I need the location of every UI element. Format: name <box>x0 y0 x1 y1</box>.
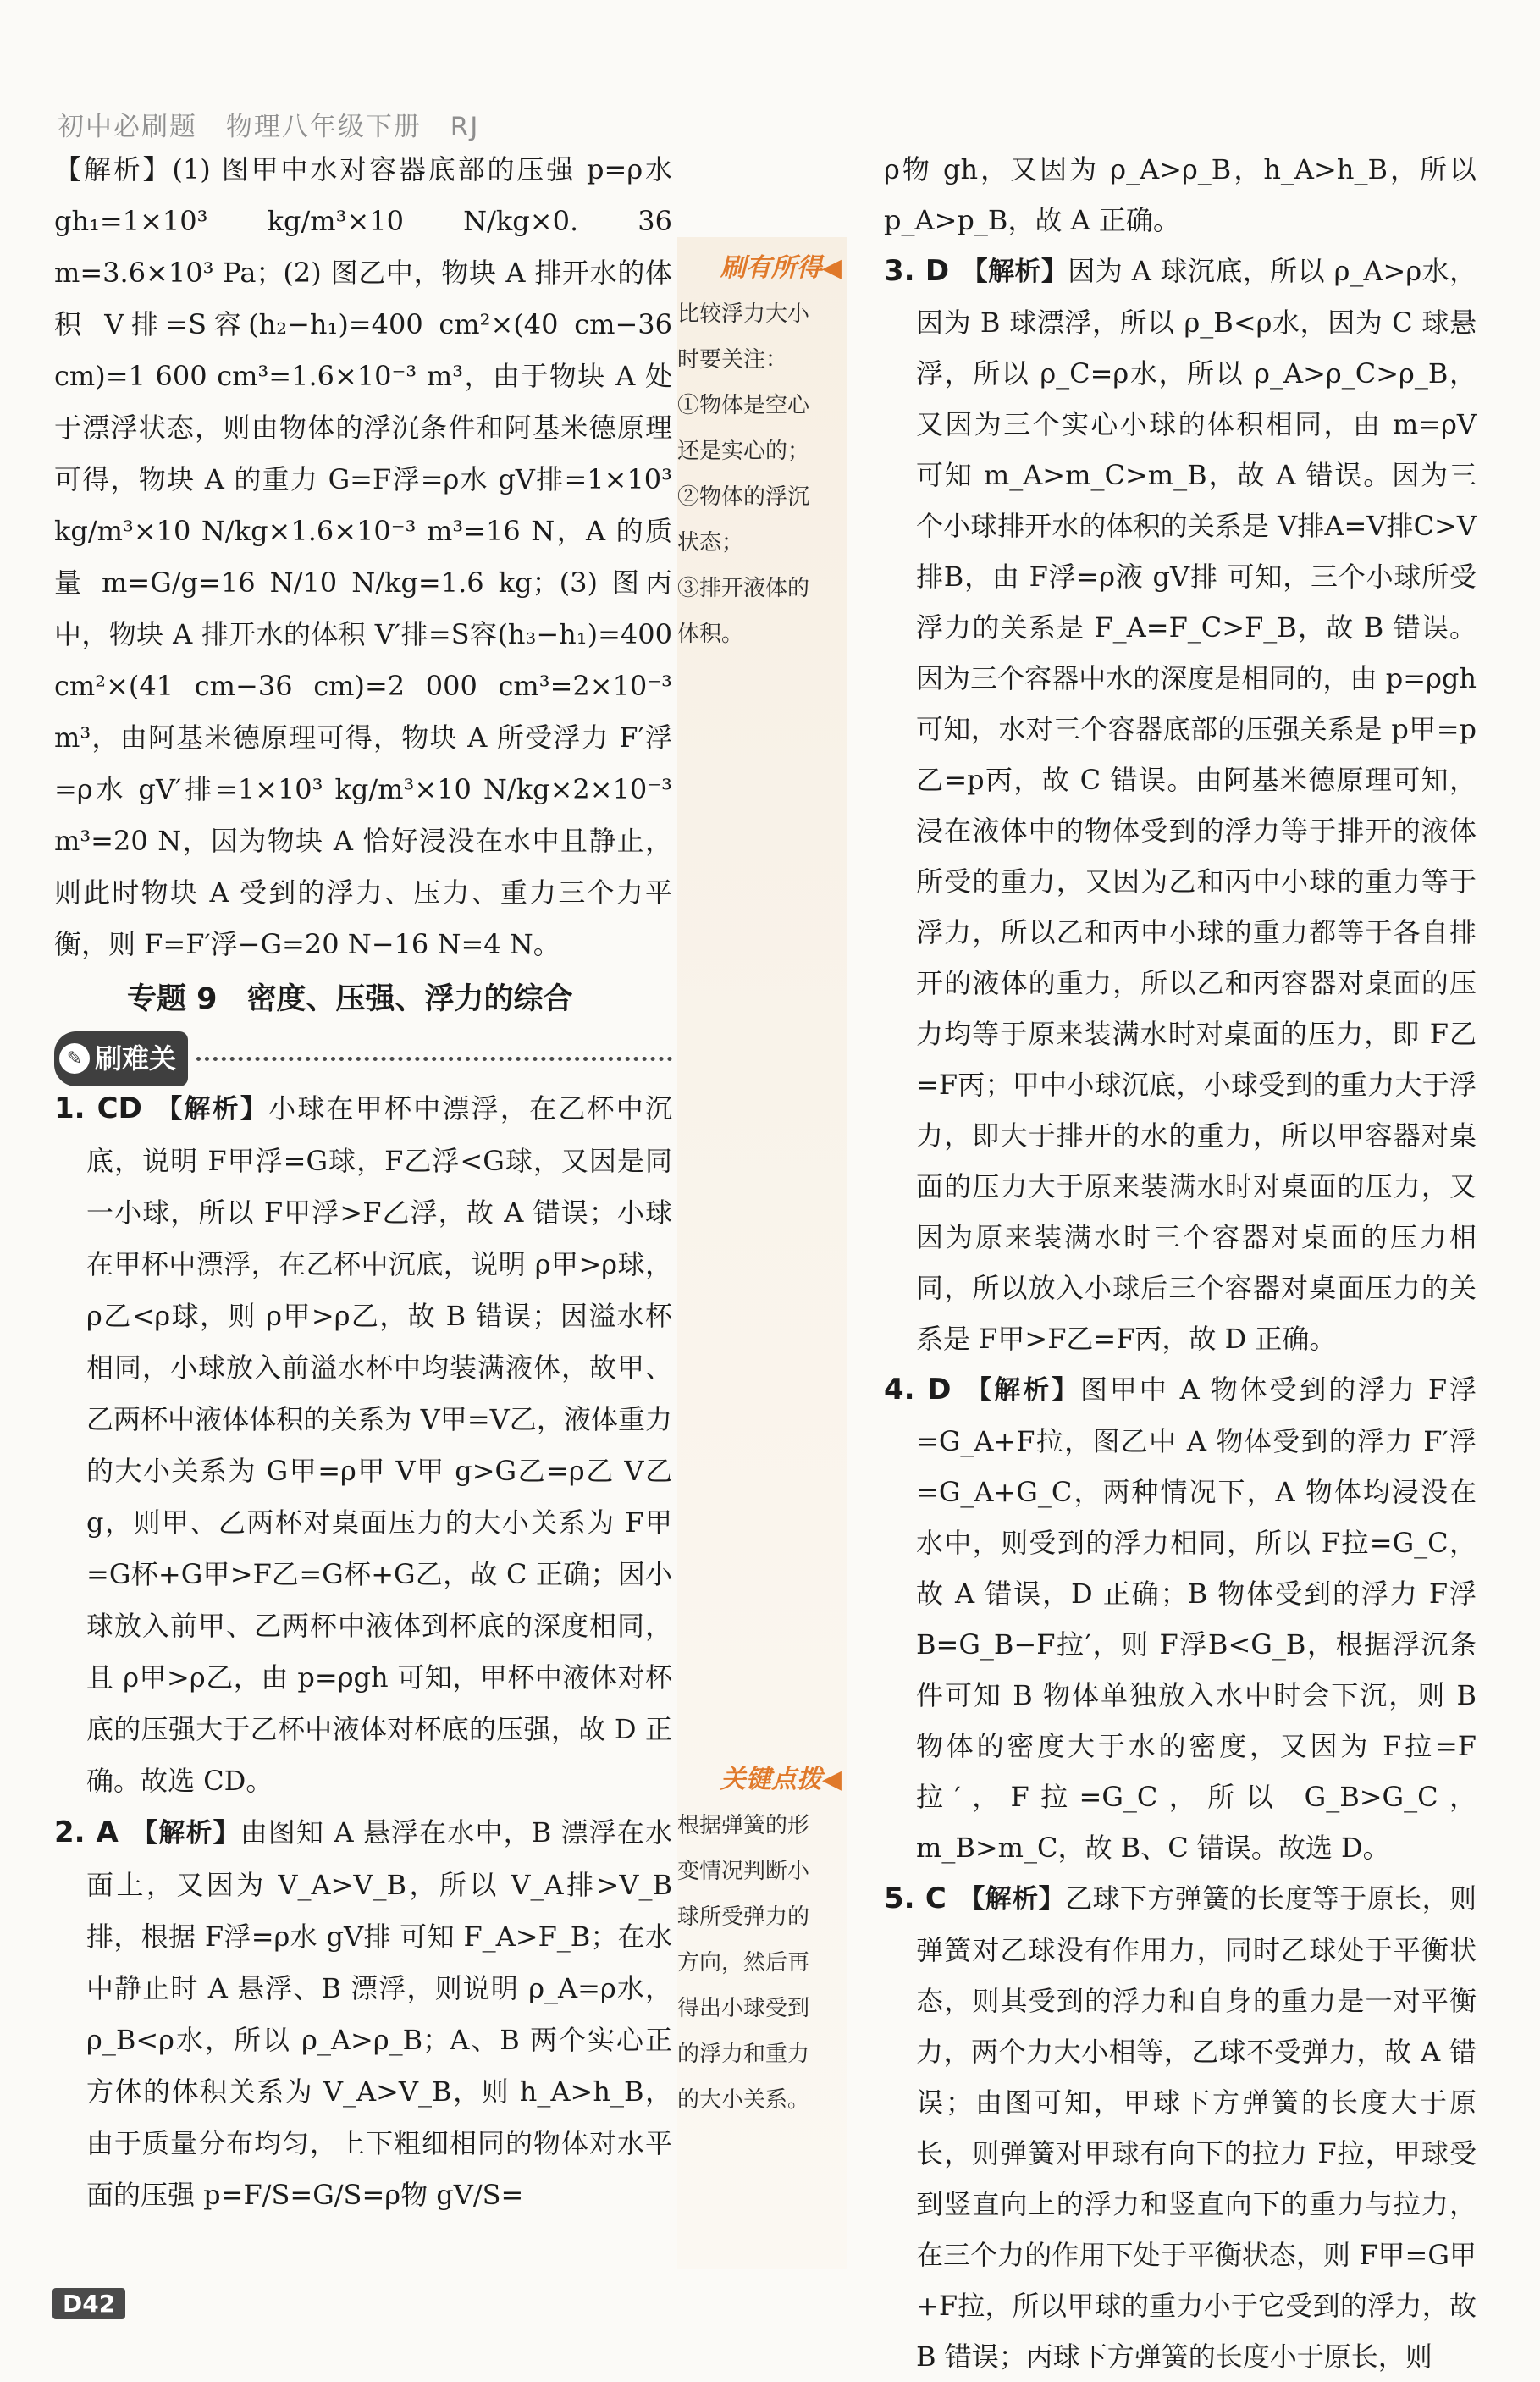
answer-text: 图甲中 A 物体受到的浮力 F浮=G_A+F拉，图乙中 A 物体受到的浮力 F′浮=G_A+G_C，两种情况下，A 物体均浸没在水中，则受到的浮力相同，所以 F拉=G_C，故 A 错误，D 正确；B 物体受到的浮力 F浮B=G_B−F拉′，则 F浮B<G_B，根据浮沉条件可知 B 物体单独放入水中时会下沉，则 B 物体的密度大于水的密度，又因为 F拉=F拉′，F拉=G_C，所以 G_B>G_C，m_B>m_C，故 B、C 错误。故选 D。 <box>916 1373 1477 1864</box>
analysis-tag: 【解析】 <box>961 257 1068 287</box>
margin-note-line: 方向，然后再 <box>677 1950 810 1976</box>
right-column <box>884 144 1477 2382</box>
answer-item-5 <box>884 1873 1477 2382</box>
margin-note-line: 得出小球受到 <box>677 1996 810 2021</box>
running-header <box>58 105 498 143</box>
margin-note-line: ③排开液体的 <box>677 576 810 601</box>
margin-note-1 <box>677 246 847 657</box>
header-series: 初中必刷题 <box>58 112 197 142</box>
answer-item-4 <box>884 1364 1477 1873</box>
margin-note-2 <box>677 1757 847 2123</box>
answer-number: 3. D <box>884 254 950 288</box>
answer-item-2 <box>54 1807 672 2221</box>
analysis-tag: 【解析】 <box>131 1818 240 1849</box>
section-badge-label: 刷难关 <box>95 1042 177 1075</box>
margin-note-line: 状态； <box>677 530 744 555</box>
margin-note-line: ①物体是空心 <box>677 393 810 418</box>
answer-number: 1. CD <box>54 1092 142 1125</box>
analysis-tag: 【解析】 <box>156 1094 269 1125</box>
answer-number: 5. C <box>884 1882 947 1915</box>
margin-note-title: 关键点拨◀ <box>720 1765 842 1794</box>
answer-number: 2. A <box>54 1816 119 1849</box>
analysis-tag: 【解析】 <box>965 1375 1081 1406</box>
answer-text: 因为 A 球沉底，所以 ρ_A>ρ水，因为 B 球漂浮，所以 ρ_B<ρ水，因为 C 球悬浮，所以 ρ_C=ρ水，所以 ρ_A>ρ_C>ρ_B，又因为三个实心小球的体积相同，由 m=ρV 可知 m_A>m_C>m_B，故 A 错误。因为三个小球排开水的体积的关系是 V排A=V排C>V排B，由 F浮=ρ液 gV排 可知，三个小球所受浮力的关系是 F_A=F_C>F_B，故 B 错误。因为三个容器中水的深度是相同的，由 p=ρgh 可知，水对三个容器底部的压强关系是 p甲=p乙=p丙，故 C 错误。由阿基米德原理可知，浸在液体中的物体受到的浮力等于排开的液体所受的重力，又因为乙和丙中小球的重力等于浮力，所以乙和丙中小球的重力都等于各自排开的液体的重力，所以乙和丙容器对桌面的压力均等于原来装满水时对桌面的压力，即 F乙=F丙；甲中小球沉底，小球受到的重力大于浮力，即大于排开的水的重力，所以甲容器对桌面的压力大于原来装满水时对桌面的压力，又因为原来装满水时三个容器对桌面的压力相同，所以放入小球后三个容器对桌面压力的关系是 F甲>F乙=F丙，故 D 正确。 <box>916 255 1477 1355</box>
page-number: D42 <box>52 2288 125 2319</box>
margin-note-line: 时要关注： <box>677 347 788 373</box>
answer-text: 由图知 A 悬浮在水中，B 漂浮在水面上，又因为 V_A>V_B，所以 V_A排>V_B排，根据 F浮=ρ水 gV排 可知 F_A>F_B；在水中静止时 A 悬浮、B 漂浮，则说明 ρ_A=ρ水，ρ_B<ρ水，所以 ρ_A>ρ_B；A、B 两个实心正方体的体积关系为 V_A>V_B，则 h_A>h_B，由于质量分布均匀，上下粗细相同的物体对水平面的压强 p=F/S=G/S=ρ物 gV/S= <box>86 1816 672 2211</box>
margin-note-line: ②物体的浮沉 <box>677 484 810 510</box>
answer-text: 小球在甲杯中漂浮，在乙杯中沉底，说明 F甲浮=G球，F乙浮<G球，又因是同一小球，所以 F甲浮>F乙浮，故 A 错误；小球在甲杯中漂浮，在乙杯中沉底，说明 ρ甲>ρ球，ρ乙<ρ球，则 ρ甲>ρ乙，故 B 错误；因溢水杯相同，小球放入前溢水杯中均装满液体，故甲、乙两杯中液体体积的关系为 V甲=V乙，液体重力的大小关系为 G甲=ρ甲 V甲 g>G乙=ρ乙 V乙 g，则甲、乙两杯对桌面压力的大小关系为 F甲=G杯+G甲>F乙=G杯+G乙，故 C 正确；因小球放入前甲、乙两杯中液体到杯底的深度相同，且 ρ甲>ρ乙，由 p=ρgh 可知，甲杯中液体对杯底的压强大于乙杯中液体对杯底的压强，故 D 正确。故选 CD。 <box>86 1092 672 1797</box>
margin-note-line: 根据弹簧的形 <box>677 1813 810 1838</box>
answer-text: 乙球下方弹簧的长度等于原长，则弹簧对乙球没有作用力，同时乙球处于平衡状态，则其受到的浮力和自身的重力是一对平衡力，两个力大小相等，乙球不受弹力，故 A 错误；由图可知，甲球下方弹簧的长度大于原长，则弹簧对甲球有向下的拉力 F拉，甲球受到竖直向上的浮力和竖直向下的重力与拉力，在三个力的作用下处于平衡状态，则 F甲=G甲+F拉，所以甲球的重力小于它受到的浮力，故 B 错误；丙球下方弹簧的长度小于原长，则 <box>916 1882 1477 2373</box>
left-column <box>54 144 672 2221</box>
solution-paragraph: 【解析】(1) 图甲中水对容器底部的压强 p=ρ水 gh₁=1×10³ kg/m³×10 N/kg×0. 36 m=3.6×10³ Pa；(2) 图乙中，物块 A 排开水的体积 V排=S容(h₂−h₁)=400 cm²×(40 cm−36 cm)=1 600 cm³=1.6×10⁻³ m³，由于物块 A 处于漂浮状态，则由物体的浮沉条件和阿基米德原理可得，物块 A 的重力 G=F浮=ρ水 gV排=1×10³ kg/m³×10 N/kg×1.6×10⁻³ m³=16 N，A 的质量 m=G/g=16 N/10 N/kg=1.6 kg；(3) 图丙中，物块 A 排开水的体积 V′排=S容(h₃−h₁)=400 cm²×(41 cm−36 cm)=2 000 cm³=2×10⁻³ m³，由阿基米德原理可得，物块 A 所受浮力 F′浮=ρ水 gV′排=1×10³ kg/m³×10 N/kg×2×10⁻³ m³=20 N，因为物块 A 恰好浸没在水中且静止，则此时物块 A 受到的浮力、压力、重力三个力平衡，则 F=F′浮−G=20 N−16 N=4 N。 <box>54 153 672 960</box>
continued-paragraph: ρ物 gh，又因为 ρ_A>ρ_B，h_A>h_B，所以 p_A>p_B，故 A 正确。 <box>884 153 1477 236</box>
section-header <box>54 1034 672 1083</box>
margin-note-line: 变情况判断小 <box>677 1859 810 1884</box>
header-book: 物理八年级下册 <box>225 112 422 142</box>
header-edition: RJ <box>450 112 480 142</box>
margin-note-line: 的浮力和重力 <box>677 2042 810 2067</box>
section-badge <box>54 1031 188 1086</box>
answer-number: 4. D <box>884 1373 952 1407</box>
margin-note-line: 还是实心的； <box>677 439 810 464</box>
margin-note-line: 的大小关系。 <box>677 2087 810 2113</box>
margin-note-line: 球所受弹力的 <box>677 1904 810 1930</box>
topic-heading: 专题 9 密度、压强、浮力的综合 <box>127 982 573 1016</box>
answer-item-1 <box>54 1083 672 1807</box>
margin-note-line: 体积。 <box>677 622 744 647</box>
margin-note-line: 比较浮力大小 <box>677 301 810 327</box>
analysis-tag: 【解析】 <box>958 1884 1066 1915</box>
answer-item-3 <box>884 246 1477 1364</box>
pen-icon: ✎ <box>59 1043 90 1074</box>
margin-note-title: 刷有所得◀ <box>720 253 842 283</box>
dotted-divider <box>196 1057 672 1061</box>
